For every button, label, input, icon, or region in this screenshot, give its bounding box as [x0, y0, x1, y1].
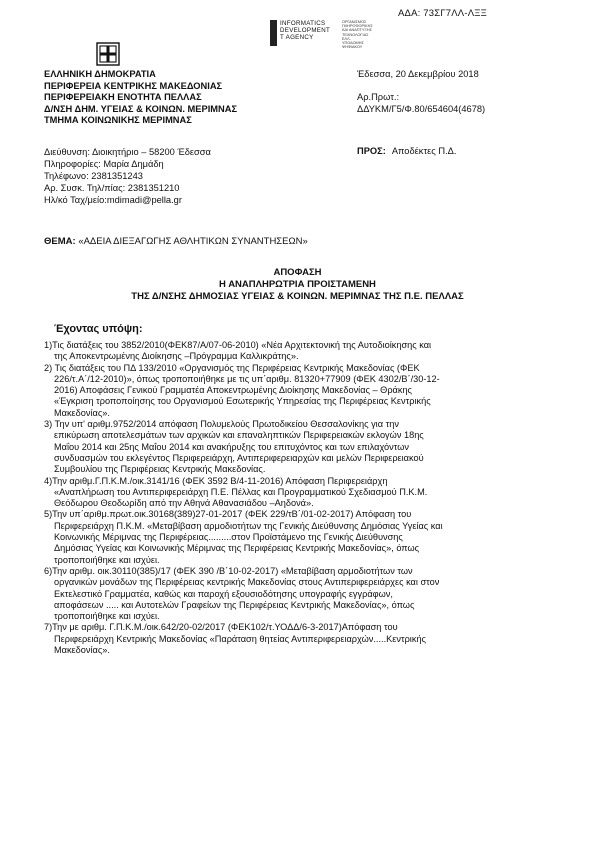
consideration-line: αποφάσεων ..... και Αυτοτελών Γραφείων της Περιφέρειας Κεντρικής Μακεδονίας», όπως: [54, 599, 415, 610]
consideration-line: τροποποιήθηκε και ισχύει.: [54, 611, 160, 622]
document-date: Έδεσσα, 20 Δεκεμβρίου 2018: [357, 69, 479, 79]
consideration-line: της Αποκεντρωμένης Διοίκησης –Πρόγραμμα Καλλικράτης».: [54, 351, 299, 362]
agency-name-greek: ΟΡΓΑΝΙΣΜΟΣ ΠΛΗΡΟΦΟΡΙΚΗΣ ΚΑΙ ΑΝΑΠΤΥΞΗΣ ΤΕΧΝΟΛΟΓΙΑΣ ΕΛΛ. ΥΠΟΔΟΜΗΣ ΨΗΦΙΑΚΟΥ: [342, 20, 373, 50]
considerations-list: [44, 340, 564, 656]
consideration-line: Εκτελεστικό Γραμματέα, καθώς και παροχή εξουσιοδότησης υπογραφής εγγράφων,: [54, 588, 393, 599]
consideration-item: [44, 340, 564, 363]
consideration-item: [44, 363, 564, 419]
consideration-line: οργανικών μονάδων της Περιφέρειας κεντρικής Μακεδονίας στους Αντιπεριφερειάρχες και στον: [54, 577, 440, 588]
date-protocol-block: [357, 69, 557, 115]
ada-code: ΑΔΑ: 73ΣΓ7ΛΛ-ΛΞΞ: [398, 8, 488, 19]
consideration-line: 6)Την αριθμ. οικ.30110(385)/17 (ΦΕΚ 390 /Β΄10-02-2017) «Μεταβίβαση αρμοδιοτήτων των: [44, 565, 413, 576]
consideration-line: Κοινωνικής Μέριμνας της Περιφέρειας.........στον Προϊστάμενο της Γενικής Διεύθυνσης: [54, 532, 403, 543]
consideration-line: Περιφερειάρχη Κεντρικής Μακεδονίας «Παράταση θητείας Αντιπεριφερειαρχών.....Κεντρικής: [54, 633, 426, 644]
agency-logo-icon: [270, 20, 277, 46]
emblem-icon: [96, 42, 120, 66]
consideration-line: συνδυασμών του εκλεγέντος Περιφερειάρχη, Αντιπεριφερειαρχών και μελών Περιφερειακού: [54, 452, 424, 463]
consideration-item: [44, 622, 564, 656]
contact-info: Διεύθυνση: Διοικητήριο – 58200 Έδεσσα Πληροφορίες: Μαρία Δημάδη Τηλέφωνο: 2381351243 Αρ. Συσκ. Τηλ/πίας: 2381351210 Ηλ/κό Ταχ/μείο:mdimadi@pella.gr: [44, 147, 211, 205]
consideration-line: τροποποιήθηκε και ισχύει.: [54, 554, 160, 565]
consideration-line: 3) Την υπ' αριθμ.9752/2014 απόφαση Πολυμελούς Πρωτοδικείου Θεσσαλονίκης για την: [44, 419, 399, 430]
consideration-line: «Αναπλήρωση του Αντιπεριφερειάρχη Π.Ε. Πέλλας και Προγραμματικού Σχεδιασμού Π.Κ.Μ.: [54, 486, 428, 497]
consideration-line: 226/τ.Α΄/12-2010)», όπως τροποποιήθηκε με τις υπ΄αριθμ. 81320+77909 (ΦΕΚ 4302/Β΄/30-12-: [54, 373, 440, 384]
email-link[interactable]: Ηλ/κό Ταχ/μείο:mdimadi@pella.gr: [44, 195, 182, 205]
consideration-line: Συμβουλίου της Περιφέρειας Κεντρικής Μακεδονίας.: [54, 464, 266, 475]
consideration-item: [44, 566, 564, 622]
considering-heading: Έχοντας υπόψη:: [54, 323, 143, 335]
agency-name: INFORMATICS DEVELOPMENT T AGENCY: [280, 20, 331, 41]
consideration-item: [44, 476, 564, 510]
consideration-line: 7)Την με αριθμ. Γ.Π.Κ.Μ./οικ.642/20-02/2017 (ΦΕΚ102/τ.ΥΟΔΔ/6-3-2017)Απόφαση του: [44, 622, 398, 633]
protocol-label: Αρ.Πρωτ.:: [357, 92, 400, 102]
recipient: ΠΡΟΣ: Αποδέκτες Π.Δ.: [357, 146, 457, 156]
consideration-line: Μακεδονίας».: [54, 407, 110, 418]
decision-title: ΑΠΟΦΑΣΗ Η ΑΝΑΠΛΗΡΩΤΡΙΑ ΠΡΟΙΣΤΑΜΕΝΗ ΤΗΣ Δ/ΝΣΗΣ ΔΗΜΟΣΙΑΣ ΥΓΕΙΑΣ & ΚΟΙΝΩΝ. ΜΕΡΙΜΝΑΣ ΤΗΣ Π.Ε. ΠΕΛΛΑΣ: [131, 267, 464, 302]
consideration-line: 1)Τις διατάξεις του 3852/2010(ΦΕΚ87/Α/07-06-2010) «Νέα Αρχιτεκτονική της Αυτοδιοίκησης και: [44, 340, 432, 350]
consideration-line: Περιφερειάρχη Π.Κ.Μ. «Μεταβίβαση αρμοδιοτήτων της Γενικής Διεύθυνσης Δημόσιας Υγείας και: [54, 520, 443, 531]
consideration-line: «Έγκριση τροποποίησης του Οργανισμού Εσωτερικής Υπηρεσίας της Περιφέρειας Κεντρικής: [54, 396, 431, 407]
subject-line: ΘΕΜΑ: «ΑΔΕΙΑ ΔΙΕΞΑΓΩΓΗΣ ΑΘΛΗΤΙΚΩΝ ΣΥΝΑΝΤΗΣΕΩΝ»: [44, 236, 308, 247]
protocol-number: ΔΔΥΚΜ/Γ5/Φ.80/654604(4678): [357, 103, 486, 114]
consideration-line: 2) Τις διατάξεις του ΠΔ 133/2010 «Οργανισμός της Περιφέρειας Κεντρικής Μακεδονίας (ΦΕΚ: [44, 362, 420, 373]
consideration-line: Δημόσιας Υγείας και Κοινωνικής Μέριμνας της Περιφέρειας Κεντρικής Μακεδονίας», όπως: [54, 543, 420, 554]
consideration-line: Μαΐου 2014 και 25ης Μαΐου 2014 και ανακήρυξης του επιτυχόντος και των επιλαχόντων: [54, 441, 409, 452]
consideration-line: 2016) Αποφάσεις Γενικού Γραμματέα Αποκεντρωμένης Διοίκησης Μακεδονίας – Θράκης: [54, 385, 412, 396]
consideration-line: επικύρωση αποτελεσμάτων των αρχικών και επαναληπτικών Περιφερειακών εκλογών 18ης: [54, 430, 424, 441]
issuer-header: ΕΛΛΗΝΙΚΗ ΔΗΜΟΚΡΑΤΙΑ ΠΕΡΙΦΕΡΕΙΑ ΚΕΝΤΡΙΚΗΣ ΜΑΚΕΔΟΝΙΑΣ ΠΕΡΙΦΕΡΕΙΑΚΗ ΕΝΟΤΗΤΑ ΠΕΛΛΑΣ Δ/ΝΣΗ ΔΗΜ. ΥΓΕΙΑΣ & ΚΟΙΝΩΝ. ΜΕΡΙΜΝΑΣ ΤΜΗΜΑ ΚΟΙΝΩΝΙΚΗΣ ΜΕΡΙΜΝΑΣ: [44, 69, 238, 125]
consideration-item: [44, 509, 564, 565]
consideration-line: 5)Την υπ΄αριθμ.πρωτ.οικ.30168(389)27-01-2017 (ΦΕΚ 229/τΒ΄/01-02-2017) Απόφαση του: [44, 509, 412, 520]
consideration-line: 4)Την αριθμ.Γ.Π.Κ.Μ./οικ.3141/16 (ΦΕΚ 3592 Β/4-11-2016) Απόφαση Περιφερειάρχη: [44, 475, 388, 486]
consideration-item: [44, 419, 564, 475]
consideration-line: Θεόδωρου Θεοδωρίδη από την Αθηνά Αθανασιάδου –Αηδονά».: [54, 498, 314, 509]
consideration-line: Μακεδονίας».: [54, 645, 110, 656]
